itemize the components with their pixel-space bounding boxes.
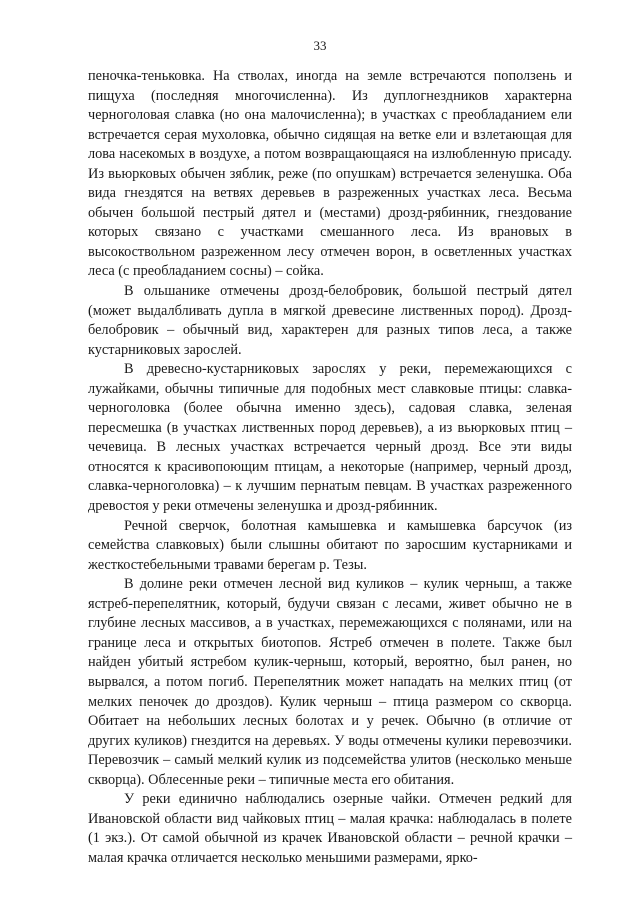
page-number: 33 [313,38,327,53]
paragraph-1: пеночка-теньковка. На стволах, иногда на земле встречаются поползень и пищуха (последняя многочисленна). Из дуплогнездников характерна черноголовая славка (но она малочисленна); в участках с преобладанием ели встречается серая мухоловка, обычно сидящая на ветке ели и взлетающая для лова насекомых в воздухе, а потом возвращающаяся на излюбленную присаду. Из вьюрковых обычен зяблик, реже (по опушкам) встречается зеленушка. Оба вида гнездятся на ветвях деревьев в разреженных участках леса. Весьма обычен большой пестрый дятел и (местами) дрозд-рябинник, гнездование которых связано с участками смешанного леса. Из врановых в высокоствольном разреженном лесу отмечен ворон, в осветленных участках леса (с преобладанием сосны) – сойка. [88,68,572,280]
paragraph-6: У реки единично наблюдались озерные чайки. Отмечен редкий для Ивановской области вид чайковых птиц – малая крачка: наблюдалась в полете (1 экз.). От самой обычной из крачек Ивановской области – речной крачки – малая крачка отличается несколько меньшими размерами, ярко- [88,791,572,866]
paragraph-5: В долине реки отмечен лесной вид куликов – кулик черныш, а также ястреб-перепелятник, который, будучи связан с лесами, живет обычно не в глубине лесных массивов, а в участках, перемежающихся с полянами, или на границе леса и открытых биотопов. Ястреб отмечен в полете. Также был найден убитый ястребом кулик-черныш, который, вероятно, был ранен, но вырвался, а потом погиб. Перепелятник может нападать на мелких птиц (от мелких пеночек до дроздов). Кулик черныш – птица размером со скворца. Обитает на небольших лесных болотах и у речек. Обычно (в отличие от других куликов) гнездится на деревьях. У воды отмечены кулики перевозчики. Перевозчик – самый мелкий кулик из подсемейства улитов (несколько меньше скворца). Облесенные реки – типичные места его обитания. [88,576,572,788]
body-text [88,67,572,868]
paragraph-4: Речной сверчок, болотная камышевка и камышевка барсучок (из семейства славковых) были слышны обитают по заросшим кустарниками и жесткостебельными травами берегам р. Тезы. [88,517,572,573]
paragraph-3: В древесно-кустарниковых зарослях у реки, перемежающихся с лужайками, обычны типичные для подобных мест славковые птицы: славка-черноголовка (более обычна именно здесь), садовая славка, зеленая пересмешка (в участках лиственных пород деревьев), а из вьюрковых птиц – чечевица. В лесных участках встречается черный дрозд. Все эти виды относятся к красивопоющим птицам, а некоторые (например, черный дрозд, славка-черноголовка) – к лучшим пернатым певцам. В участках разреженного древостоя у реки отмечены зеленушка и дрозд-рябинник. [88,361,572,515]
paragraph-2: В ольшанике отмечены дрозд-белобровик, большой пестрый дятел (может выдалбливать дупла в мягкой древесине лиственных пород). Дрозд-белобровик – обычный вид, характерен для разных типов леса, а также кустарниковых зарослей. [88,283,572,358]
